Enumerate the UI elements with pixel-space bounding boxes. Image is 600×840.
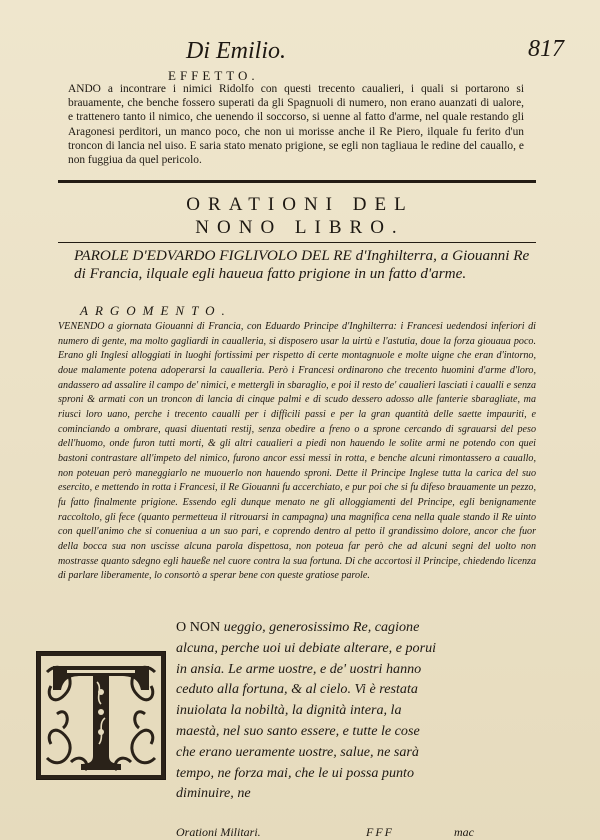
oration-text: ueggio, generosissimo Re, cagione alcuna, perche uoi ui debiate alterare, e porui in ansia. Le arme uostre, e de' uostri hanno ceduto alla fortuna, & al cielo. Vi è restata inuiolata la nobiltà, la dignità intera, la maestà, nel suo santo essere, e tutte le cose che erano ueramente uostre, salue, ne sarà tempo, ne forza mai, che le ui possa punto diminuire, ne [176, 619, 437, 802]
effetto-heading: EFFETTO. [168, 68, 259, 83]
folio-number: 817 [528, 36, 564, 62]
effetto-paragraph: ANDO a incontrare i nimici Ridolfo con questi trecento caualieri, i quali si portarono si brauamente, che benche fossero superati da gli Spagnuoli di numero, non erano auanzati di ualore, e trattenero tanto il nimico, che uenendo il soccorso, si uenne al fatto d'arme, nel quale restando gli Aragonesi perditori, un manco poco, che non ui morisse anche il Re Piero, ilquale fu ferito d'un troncon di lancia nel uiso. E saria stato menato prigione, se egli non tagliaua le redine del cauallo, e non fuggiua da quel pericolo. [68, 83, 524, 167]
running-title: Di Emilio. [186, 38, 286, 64]
page-footer [0, 825, 600, 839]
section-rule-bottom [58, 242, 536, 243]
argomento-heading: ARGOMENTO. [80, 303, 232, 318]
catchword: mac [454, 825, 474, 839]
decorated-initial-icon [36, 651, 166, 780]
page-header [0, 34, 600, 64]
section-title-line1: ORATIONI DEL [186, 194, 414, 215]
argomento-paragraph: VENENDO a giornata Giouanni di Francia, con Eduardo Principe d'Inghilterra: i Francesi uedendosi inferiori di numero di gente, ma molto gagliardi in caualleria, si disposero usar la uirtù e l'astutia, doue la forza giouaua poco. Erano gli Inglesi alloggiati in luoghi fortissimi per rispetto di certe montagnuole e molte uigne che eran d'intorno, doue malamente potena adoperarsi la caualleria. Però i Francesi ordinarono che trecento huomini d'arme d'loro, andassero ad assalire il campo de' nimici, e metterglì in sbaraglio, e poi il resto de' caualieri lasciati i caualli e senza sproni & armati con un troncon di lancia di cinque palmi e di scudo dessero adosso alle fanterie sbaragliate, ma riuscì loro uano, perche i trecento caualli per i difficili passi e per la gran quantità delle saette impauriti, e cominciando a ombrare, quasi diuentati restij, senza obedire a freno o a sprone cercando di sgrauarsi del peso dell'huomo, onde furon tutti morti, & gli altri caualieri a piedi non hauendo le solite armi ne potendo con quei bastoni contrastare all'impeto del nimico, furono ancor essi messi in rotta, e benche alcuni rimontassero a cauallo, non poteuan però maneggiarlo ne muouerlo non hauendo sproni. Dette il Principe Inglese tutta la carica del suo esercito, e mettendo in rotta i Francesi, il Re Giouanni fu accerchiato, e pur poi che si fu difeso brauamente un pezzo, fu fatto finalmente prigione. Essendo egli dunque menato ne gli alloggiamenti del Principe, egli benignamente raccoltolo, gli fece (quanto permetteua il ritrouarsi in campagna) una magnifica cena nella quale stando il Re uinto con quell'animo che si conueniua a un suo pari, e coprendo dentro al petto il grandissimo dolore, ancor che fuor della bocca sua non uscisse alcuna parola dispettosa, non poteua far però che ad alcuni segni del uolto non mostrasse quanto sdegno egli haueße nel cuore contra la sua fortuna. Di che accortosi il Principe, chiedendo licenza di parlare liberamente, lo consortò a sperar bene con queste gratiose parole. [58, 321, 536, 582]
woodcut-initial-icon [37, 652, 165, 779]
signature-mark: FFF [366, 825, 394, 839]
footer-title: Orationi Militari. [176, 825, 261, 839]
oration-paragraph [176, 617, 442, 804]
speech-title: PAROLE D'EDVARDO FIGLIVOLO DEL RE d'Inghilterra, a Giouanni Re di Francia, ilquale egli haueua fatto prigione in un fatto d'arme. [74, 247, 530, 282]
section-title-line2: NONO LIBRO. [195, 217, 405, 238]
section-rule-top [58, 180, 536, 183]
oration-lead: O NON [176, 619, 221, 635]
